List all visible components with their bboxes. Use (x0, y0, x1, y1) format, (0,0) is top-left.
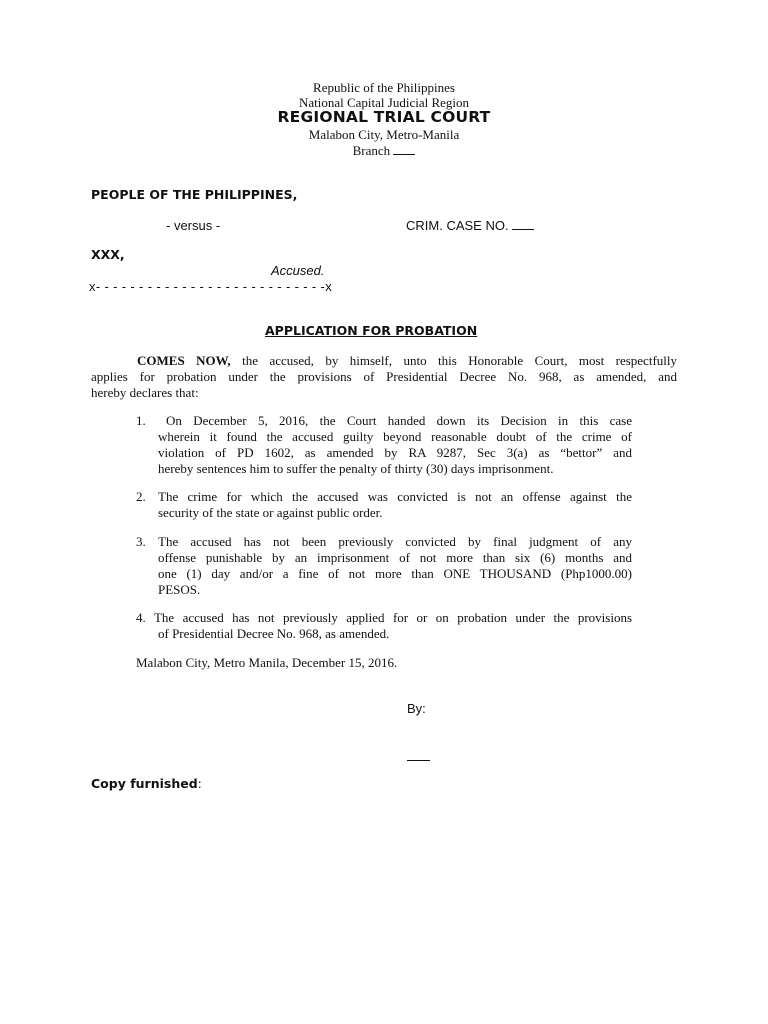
item-4-number: 4. (136, 610, 146, 625)
court-name: REGIONAL TRIAL COURT (277, 108, 491, 126)
republic-line: Republic of the Philippines (313, 80, 455, 95)
item-3-number: 3. (136, 534, 146, 549)
branch-blank (393, 143, 415, 155)
intro-line-2: applies for probation under the provisions of Presidential Decree No. 968, as amended, and (91, 369, 677, 384)
item-1-line-1: On December 5, 2016, the Court handed down its Decision in this case (166, 413, 632, 428)
branch-label: Branch (352, 143, 391, 158)
item-3-line-1: The accused has not been previously convicted by final judgment of any (158, 534, 632, 549)
intro-line-1-rest: the accused, by himself, unto this Honorable Court, most respectfully (242, 353, 677, 368)
copy-furnished-label: Copy furnished (91, 776, 198, 791)
item-4-line-1-text: The accused has not previously applied for or on probation under the provisions (153, 610, 633, 625)
item-3-line-4: PESOS. (158, 582, 201, 597)
region-line: National Capital Judicial Region (298, 95, 470, 110)
item-4-line-1 (136, 610, 632, 626)
versus-label: - versus - (166, 218, 221, 233)
case-number-blank (512, 218, 534, 230)
item-1-line-4: hereby sentences him to suffer the penalty of thirty (30) days imprisonment. (158, 461, 554, 476)
plaintiff-name: PEOPLE OF THE PHILIPPINES, (91, 187, 298, 202)
item-1-line-3: violation of PD 1602, as amended by RA 9287, Sec 3(a) as “bettor” and (158, 445, 632, 460)
item-2-line-1: The crime for which the accused was convicted is not an offense against the (158, 489, 632, 504)
signature-line (407, 760, 430, 761)
item-1-line-2: wherein it found the accused guilty beyond reasonable doubt of the crime of (158, 429, 632, 444)
city-line: Malabon City, Metro-Manila (308, 127, 460, 142)
item-2-text (158, 489, 632, 521)
accused-name: XXX, (91, 247, 125, 262)
item-2-number: 2. (136, 489, 146, 504)
copy-furnished-colon: : (197, 776, 202, 791)
item-4-line-2: of Presidential Decree No. 968, as amended. (158, 626, 390, 641)
item-2-line-2: security of the state or against public order. (158, 505, 383, 520)
case-number-line (406, 218, 534, 234)
copy-furnished (91, 776, 202, 792)
item-4-text (136, 610, 632, 642)
caption-separator: x- - - - - - - - - - - - - - - - - - - - - - - - - - -x (89, 279, 333, 294)
intro-line-3: hereby declares that: (91, 385, 199, 400)
place-date: Malabon City, Metro Manila, December 15, 2016. (136, 655, 398, 670)
item-3-line-3: one (1) day and/or a fine of not more than ONE THOUSAND (Php1000.00) (158, 566, 632, 581)
intro-lead: COMES NOW, (137, 353, 231, 368)
item-3-line-2: offense punishable by an imprisonment of not more than six (6) months and (158, 550, 632, 565)
document-title: APPLICATION FOR PROBATION (265, 323, 478, 338)
intro-line-1 (91, 353, 677, 369)
intro-paragraph (91, 353, 677, 401)
by-label: By: (407, 701, 426, 716)
item-1-number: 1. (136, 413, 146, 428)
branch-line (0, 143, 768, 159)
item-3-text (158, 534, 632, 598)
accused-label: Accused. (271, 263, 325, 278)
item-1-text (158, 413, 632, 477)
case-number-label: CRIM. CASE NO. (406, 218, 509, 233)
